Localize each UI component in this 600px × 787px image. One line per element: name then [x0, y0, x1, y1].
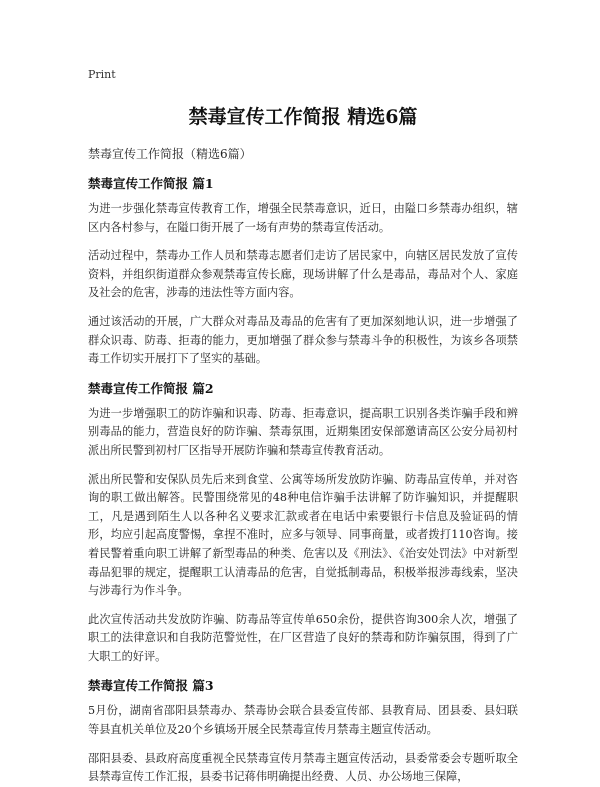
section-3 [88, 676, 518, 786]
paragraph: 邵阳县委、县政府高度重视全民禁毒宣传月禁毒主题宣传活动，县委常委会专题听取全县禁毒宣传工作汇报，县委书记蒋伟明确提出经费、人员、办公场地三保障， [88, 751, 518, 784]
paragraph: 为进一步增强职工的防诈骗和识毒、防毒、拒毒意识，提高职工识别各类诈骗手段和辨别毒品的能力，营造良好的防诈骗、禁毒氛围，近期集团安保部邀请高区公安分局初村派出所民警到初村厂区指导开展防诈骗和禁毒宣传教育活动。 [88, 406, 518, 457]
section-2 [88, 379, 518, 667]
paragraph: 为进一步强化禁毒宣传教育工作，增强全民禁毒意识，近日，由隘口乡禁毒办组织，辖区内各村参与，在隘口街开展了一场有声势的禁毒宣传活动。 [88, 202, 518, 234]
paragraph: 此次宣传活动共发放防诈骗、防毒品等宣传单650余份，提供咨询300余人次，增强了职工的法律意识和自我防范警觉性，在厂区营造了良好的禁毒和防诈骗氛围，得到了广大职工的好评。 [88, 612, 518, 663]
paragraph: 通过该活动的开展，广大群众对毒品及毒品的危害有了更加深刻地认识，进一步增强了群众识毒、防毒、拒毒的能力，更加增强了群众参与禁毒斗争的积极性，为该乡各项禁毒工作切实开展打下了坚实的基础。 [88, 314, 518, 366]
section-heading: 禁毒宣传工作简报 篇2 [88, 380, 214, 396]
print-link[interactable]: Print [88, 68, 116, 81]
paragraph: 5月份，湖南省邵阳县禁毒办、禁毒协会联合县委宣传部、县教育局、团县委、县妇联等县直机关单位及20个乡镇场开展全民禁毒宣传月禁毒主题宣传活动。 [88, 704, 518, 737]
section-heading: 禁毒宣传工作简报 篇1 [88, 176, 214, 191]
section-heading: 禁毒宣传工作简报 篇3 [88, 678, 214, 694]
section-1 [88, 174, 518, 369]
document-title: 禁毒宣传工作简报 精选6篇 [188, 106, 418, 128]
document-subtitle: 禁毒宣传工作简报（精选6篇） [88, 147, 252, 161]
paragraph: 派出所民警和安保队员先后来到食堂、公寓等场所发放防诈骗、防毒品宣传单，并对咨询的职工做出解答。民警围绕常见的48种电信诈骗手法讲解了防诈骗知识，并提醒职工，凡是遇到陌生人以各种名义要求汇款或者在电话中索要银行卡信息及验证码的情形，均应引起高度警惕，拿捏不准时，应多与领导、同事商量，或者拨打110咨询。接着民警着重向职工讲解了新型毒品的种类、危害以及《刑法》、《治安处罚法》中对新型毒品犯罪的规定，提醒职工认清毒品的危害，自觉抵制毒品，积极举报涉毒线索，坚决与涉毒行为作斗争。 [88, 472, 518, 598]
paragraph: 活动过程中，禁毒办工作人员和禁毒志愿者们走访了居民家中，向辖区居民发放了宣传资料，并组织街道群众参观禁毒宣传长廊，现场讲解了什么是毒品，毒品对个人、家庭及社会的危害，涉毒的违法性等方面内容。 [88, 249, 518, 300]
